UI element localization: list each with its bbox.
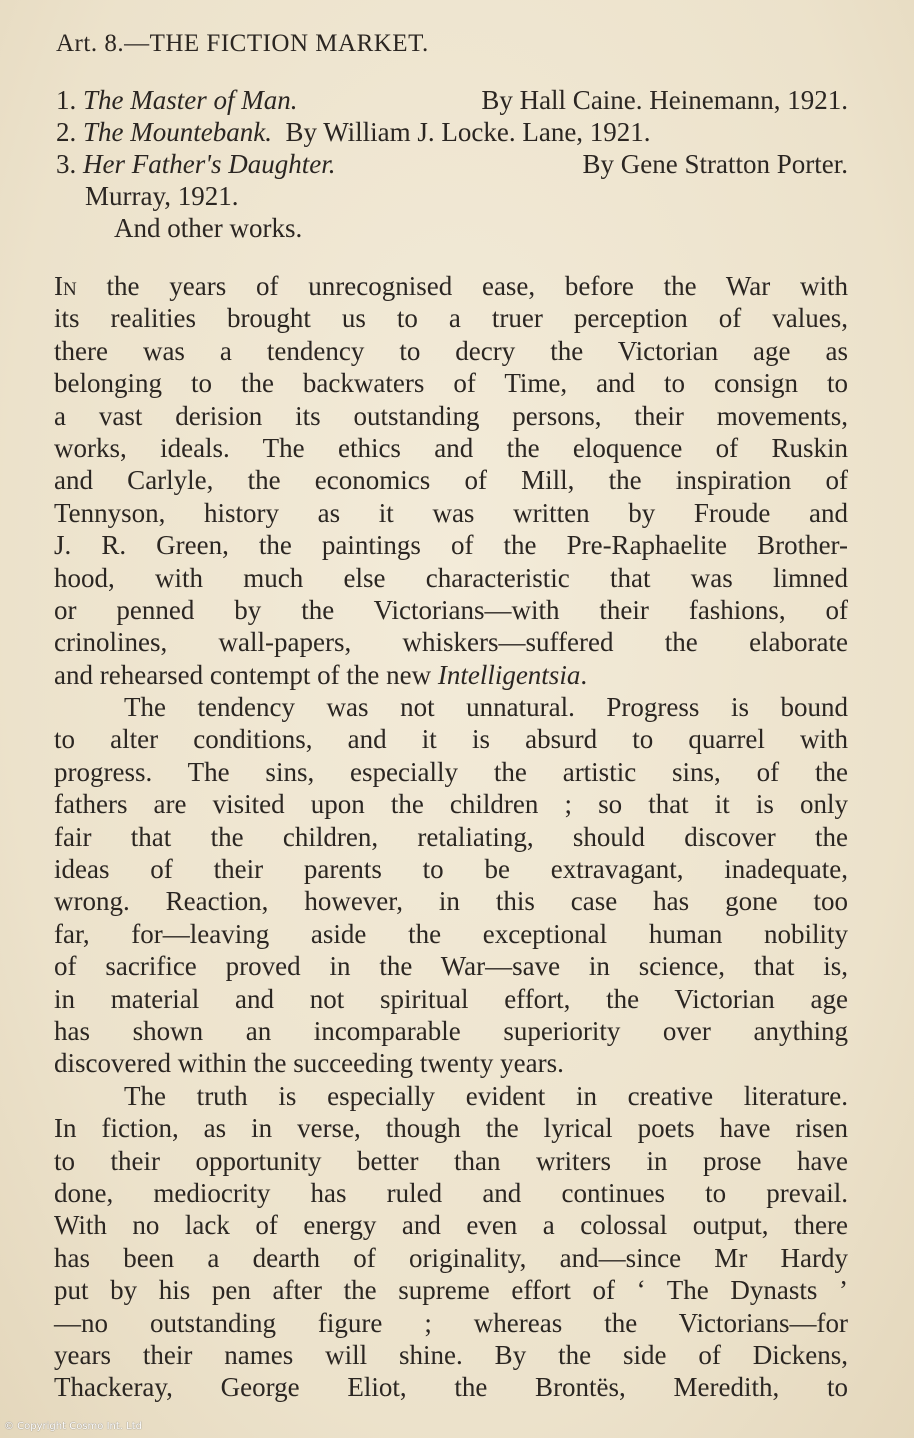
line-text: put by his pen after the supreme effort of ‘ The Dynasts ’ [54,1275,848,1306]
text-line [54,1339,848,1371]
line-text: progress. The sins, especially the artistic sins, of the [54,756,848,787]
line-text: fathers are visited upon the children ; so that it is only [54,789,848,820]
reference-list [56,84,856,244]
text-line [54,562,848,594]
text-line [54,1371,848,1403]
text-line [54,1145,848,1177]
reference-title: The Master of Man. [83,85,298,115]
line-text: years their names will shine. By the side of Dickens, [54,1339,848,1370]
line-text: has been a dearth of originality, and—since Mr Hardy [54,1242,848,1273]
line-text: With no lack of energy and even a colossal output, there [54,1210,848,1241]
italic-term: Intelligentsia [437,659,581,690]
text-line [54,1209,848,1241]
text-line [54,270,848,302]
line-text: Thackeray, George Eliot, the Brontës, Meredith, to [54,1372,848,1403]
reference-other-works: And other works. [114,213,303,243]
line-text: J. R. Green, the paintings of the Pre-Raphaelite Brother- [54,530,848,561]
text-line [54,659,848,691]
line-text: or penned by the Victorians—with their fashions, of [54,594,848,625]
reference-number: 1. [56,85,77,115]
text-line [54,756,848,788]
line-text: to alter conditions, and it is absurd to quarrel with [54,724,848,755]
text-line [54,1242,848,1274]
text-line [54,1177,848,1209]
line-text: and Carlyle, the economics of Mill, the inspiration of [54,465,848,496]
text-line [54,1307,848,1339]
text-line [54,367,848,399]
line-text: to their opportunity better than writers in prose have [54,1145,848,1176]
line-text: fair that the children, retaliating, should discover the [54,821,848,852]
line-text: Tennyson, history as it was written by Froude and [54,497,848,528]
text-line [54,918,848,950]
text-line [54,853,848,885]
reference-item [56,84,848,116]
line-text: works, ideals. The ethics and the eloquence of Ruskin [54,432,848,463]
reference-item [56,148,848,180]
article-heading: Art. 8.—THE FICTION MARKET. [56,30,429,57]
line-text: of sacrifice proved in the War—save in science, that is, [54,951,848,982]
reference-number: 2. [56,117,77,147]
reference-item [56,116,856,148]
text-line [54,626,848,658]
line-text: there was a tendency to decry the Victorian age as [54,335,848,366]
line-tail: . [580,659,588,690]
text-line [54,1080,848,1112]
line-text: ideas of their parents to be extravagant, inadequate, [54,854,848,885]
line-text: done, mediocrity has ruled and continues to prevail. [54,1177,848,1208]
text-line [54,723,848,755]
text-line [54,950,848,982]
article-body [54,270,848,1404]
text-line [54,335,848,367]
text-line [54,594,848,626]
line-text: The truth is especially evident in creative literature. [124,1080,848,1111]
text-line [54,1112,848,1144]
text-line [54,691,848,723]
text-line [54,529,848,561]
line-text: a vast derision its outstanding persons, their movements, [54,400,848,431]
small-caps-opening: In [54,271,77,301]
text-line [54,1015,848,1047]
text-line [54,302,848,334]
line-text: In fiction, as in verse, though the lyrical poets have risen [54,1113,848,1144]
text-line [54,432,848,464]
text-line [54,788,848,820]
text-line [54,885,848,917]
text-line [54,1047,848,1079]
reference-title: Her Father's Daughter. [83,149,336,179]
reference-details: By William J. Locke. Lane, 1921. [285,117,651,147]
reference-details: By Gene Stratton Porter. [582,149,848,179]
line-text: its realities brought us to a truer perception of values, [54,303,848,334]
line-text: has shown an incomparable superiority over anything [54,1015,848,1046]
reference-continuation: Murray, 1921. [85,181,239,211]
text-line [54,983,848,1015]
line-text: discovered within the succeeding twenty years. [54,1048,564,1079]
line-text: the years of unrecognised ease, before the War with [76,271,848,301]
line-text: in material and not spiritual effort, the Victorian age [54,983,848,1014]
line-text: hood, with much else characteristic that was limned [54,562,848,593]
line-text: far, for—leaving aside the exceptional human nobility [54,918,848,949]
text-line [54,464,848,496]
text-line [54,400,848,432]
reference-details: By Hall Caine. Heinemann, 1921. [481,85,848,115]
line-text: belonging to the backwaters of Time, and to consign to [54,368,848,399]
text-line [54,1274,848,1306]
copyright-watermark: © Copyright Cosmo Int. Ltd [4,1421,142,1432]
line-text: crinolines, wall-papers, whiskers—suffered the elaborate [54,627,848,658]
line-text: and rehearsed contempt of the new [54,659,438,690]
reference-title: The Mountebank. [83,117,272,147]
line-text: The tendency was not unnatural. Progress is bound [124,692,848,723]
reference-number: 3. [56,149,77,179]
text-line [54,497,848,529]
line-text: —no outstanding figure ; whereas the Victorians—for [54,1307,848,1338]
line-text: wrong. Reaction, however, in this case has gone too [54,886,848,917]
text-line [54,821,848,853]
